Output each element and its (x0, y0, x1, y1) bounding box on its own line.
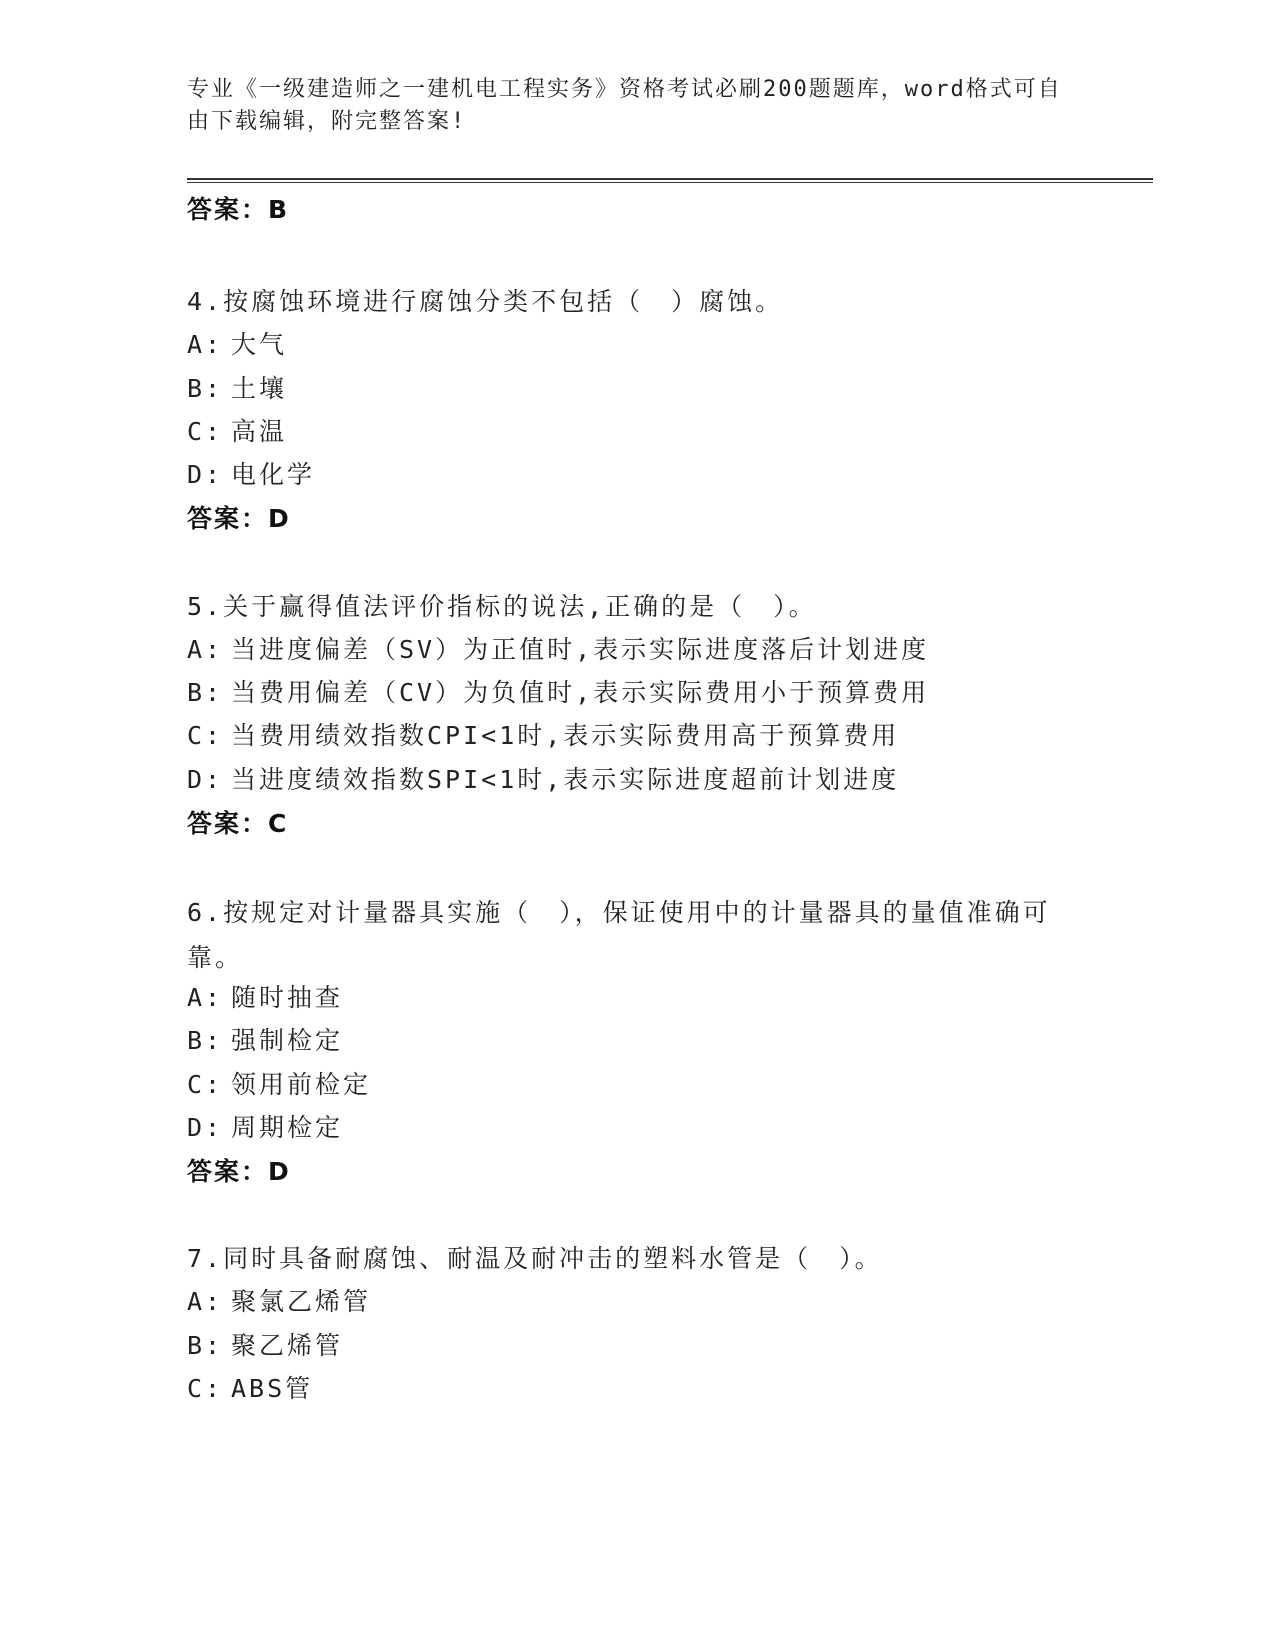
option-d (187, 1111, 343, 1145)
option-label: B: (187, 374, 224, 403)
option-label: A: (187, 983, 224, 1012)
option-text: 当费用绩效指数CPI<1时,表示实际费用高于预算费用 (231, 721, 900, 750)
option-a (187, 633, 929, 667)
answer-label: 答案：C (187, 809, 289, 838)
option-label: D: (187, 765, 224, 794)
option-label: A: (187, 1287, 224, 1316)
option-b (187, 1329, 343, 1363)
option-a (187, 1285, 371, 1319)
option-text: 随时抽查 (231, 983, 344, 1012)
option-text: ABS管 (231, 1374, 314, 1403)
option-a (187, 981, 343, 1015)
option-label: C: (187, 417, 224, 446)
option-text: 聚氯乙烯管 (231, 1287, 372, 1316)
option-d (187, 458, 315, 492)
option-text: 聚乙烯管 (231, 1331, 344, 1360)
option-text: 当费用偏差（CV）为负值时,表示实际费用小于预算费用 (231, 678, 930, 707)
option-label: B: (187, 678, 224, 707)
option-c (187, 1372, 313, 1406)
option-text: 土壤 (231, 374, 288, 403)
option-text: 高温 (231, 417, 288, 446)
answer-label: 答案：D (187, 504, 291, 533)
option-b (187, 372, 287, 406)
option-c (187, 1068, 371, 1102)
answer-label: 答案：D (187, 1157, 291, 1186)
option-d (187, 763, 899, 797)
option-label: C: (187, 721, 224, 750)
option-text: 周期检定 (231, 1113, 344, 1142)
option-c (187, 719, 899, 753)
option-b (187, 1024, 343, 1058)
option-label: B: (187, 1026, 224, 1055)
option-b (187, 676, 929, 710)
document-header: 专业《一级建造师之一建机电工程实务》资格考试必刷200题题库，word格式可自由下载编辑，附完整答案! (187, 77, 1062, 134)
question-stem: 6.按规定对计量器具实施（ ），保证使用中的计量器具的量值准确可靠。 (187, 898, 1051, 972)
question-stem: 4.按腐蚀环境进行腐蚀分类不包括（ ）腐蚀。 (187, 287, 784, 316)
option-label: A: (187, 330, 224, 359)
option-text: 当进度偏差（SV）为正值时,表示实际进度落后计划进度 (231, 635, 930, 664)
question-stem: 7.同时具备耐腐蚀、耐温及耐冲击的塑料水管是（ ）。 (187, 1244, 883, 1273)
option-text: 电化学 (231, 460, 316, 489)
option-a (187, 328, 287, 362)
question-stem: 5.关于赢得值法评价指标的说法,正确的是（ ）。 (187, 592, 817, 621)
option-label: C: (187, 1374, 224, 1403)
option-label: D: (187, 1113, 224, 1142)
header-divider (187, 178, 1153, 183)
option-c (187, 415, 287, 449)
option-label: C: (187, 1070, 224, 1099)
option-text: 领用前检定 (231, 1070, 372, 1099)
answer-label: 答案：B (187, 195, 290, 224)
option-text: 大气 (231, 330, 288, 359)
option-label: D: (187, 460, 224, 489)
option-text: 强制检定 (231, 1026, 344, 1055)
option-label: A: (187, 635, 224, 664)
option-label: B: (187, 1331, 224, 1360)
option-text: 当进度绩效指数SPI<1时,表示实际进度超前计划进度 (231, 765, 900, 794)
